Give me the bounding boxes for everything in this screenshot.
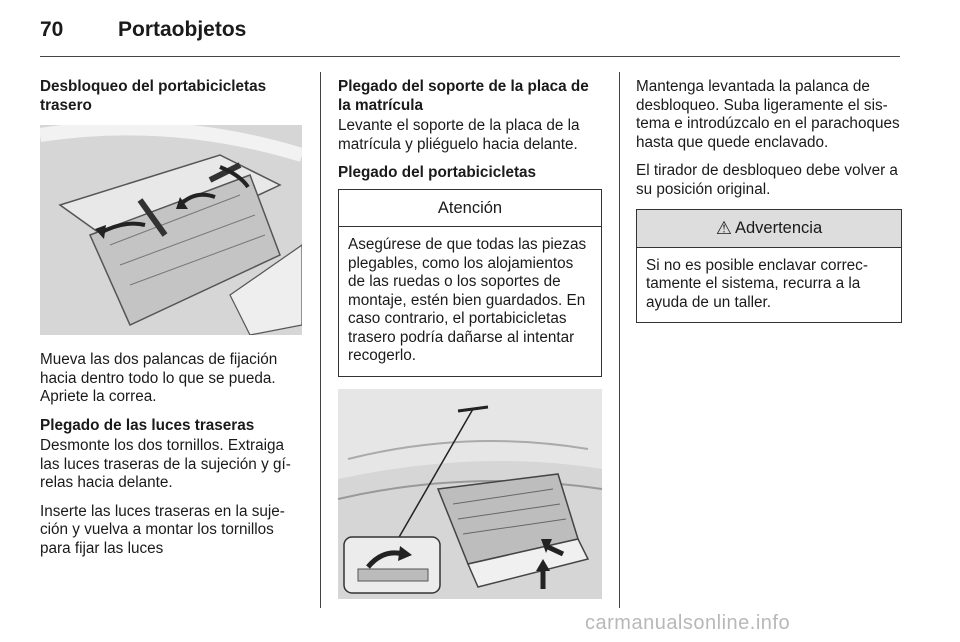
column-2 [338, 78, 602, 599]
header-rule [40, 56, 900, 57]
page-number: 70 [40, 18, 64, 41]
instruction-lock-system: Mantenga levantada la palanca de desbloqueo. Suba ligeramente el sistema e introdúzcalo en el parachoques hasta que quede enclavado. [636, 78, 900, 151]
column-3 [636, 78, 902, 329]
instruction-tail-lights-1: Desmonte los dos tornillos. Extraiga las luces traseras de la sujeción y gírelas hacia delante. [40, 437, 291, 491]
fold-carrier-illustration [338, 389, 602, 599]
chapter-title: Portaobjetos [118, 18, 247, 41]
caution-title: Atención [339, 190, 601, 228]
page-header [40, 18, 900, 58]
figure-bike-carrier-levers [40, 125, 302, 335]
caution-box [338, 189, 602, 377]
section-heading-unlock: Desbloqueo del portabicicletas trasero [40, 78, 267, 114]
section-heading-tail-lights: Plegado de las luces traseras [40, 416, 255, 434]
column-1 [40, 78, 305, 568]
watermark: carmanualsonline.info [585, 612, 791, 634]
warning-triangle-icon: ⚠ [715, 218, 732, 238]
bike-carrier-illustration [40, 125, 302, 335]
instruction-unlock: Mueva las dos palancas de fijación hacia dentro todo lo que se pueda. Apriete la correa. [40, 351, 278, 405]
section-heading-plate-holder: Plegado del soporte de la placa de la matrícula [338, 78, 589, 114]
caution-text: Asegúrese de que todas las piezas plegables, como los alojamientos de las ruedas o los soportes de montaje, estén bien guardados. En caso contrario, el portabicicletas trasero podría dañarse al intentar recogerlo. [348, 236, 587, 364]
figure-fold-carrier [338, 389, 602, 599]
section-heading-fold-carrier: Plegado del portabicicletas [338, 164, 537, 181]
instruction-release-handle: El tirador de desbloqueo debe volver a su posición original. [636, 162, 898, 198]
instruction-plate-holder: Levante el soporte de la placa de la matrícula y pliéguelo hacia delante. [338, 117, 580, 153]
warning-header [637, 210, 901, 248]
warning-box [636, 209, 902, 323]
column-divider-2 [619, 72, 620, 608]
instruction-tail-lights-2: Inserte las luces traseras en la sujeción y vuelva a montar los tornillos para fijar las luces [40, 502, 285, 557]
warning-text: Si no es posible enclavar correctamente el sistema, recurra a la ayuda de un taller. [646, 256, 868, 311]
column-divider-1 [320, 72, 321, 608]
warning-title: Advertencia [735, 219, 823, 237]
